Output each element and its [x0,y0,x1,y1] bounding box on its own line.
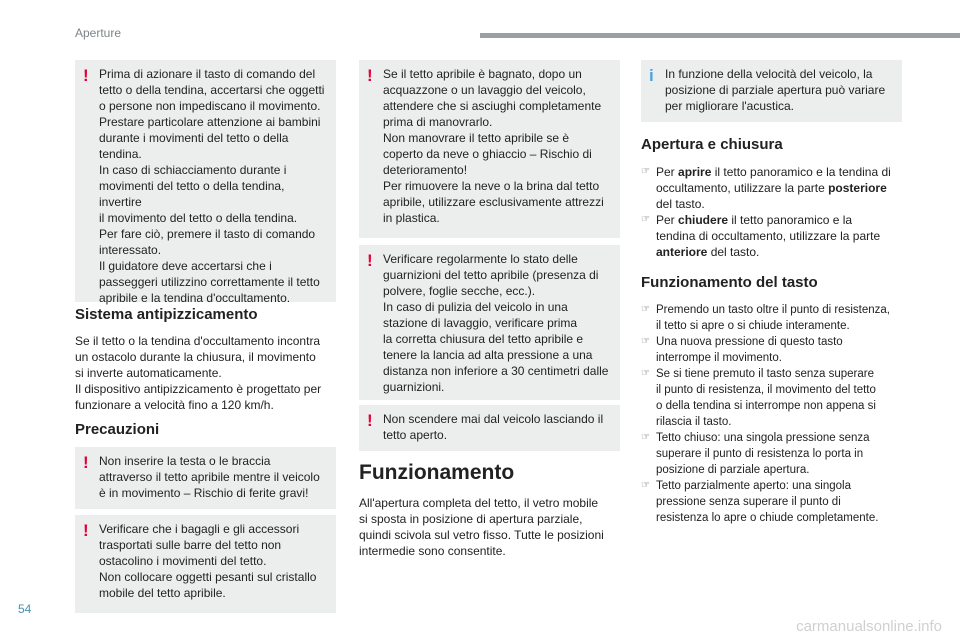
warning-icon: ! [83,453,89,472]
list-item: ☞ Tetto chiuso: una singola pressione senza superare il punto di resistenza lo porta in posizione di parziale apertura. [641,432,870,476]
warning-text: Prima di azionare il tasto di comando del tetto o della tendina, accertarsi che oggetti o persone non impediscano il movimento. Prestare particolare attenzione ai bambini durante i movimenti del tetto o della tendina. In caso di schiacciamento durante i movimenti del tetto o della tendina, invertire il movimento del tetto o della tendina. Per fare ciò, premere il tasto di comando interessato. Il guidatore deve accertarsi che i passeggeri utilizzino correttamente il tetto apribile e la tendina d'occultamento. [99,67,325,305]
warning-text: Verificare regolarmente lo stato delle guarnizioni del tetto apribile (presenza di polvere, foglie secche, ecc.). In caso di pulizia del veicolo in una stazione di lavaggio, verificare prima la corretta chiusura del tetto apribile e tenere la lancia ad alta pressione a una distanza non inferiore a 30 centimetri dalle guarnizioni. [383,252,609,394]
info-icon: i [649,66,654,85]
pointing-hand-icon: ☞ [641,304,650,315]
warning-box [75,60,336,305]
warning-box [359,405,620,451]
header-bar [480,33,960,38]
heading-antipizzicamento: Sistema antipizzicamento [75,306,258,323]
warning-text: Verificare che i bagagli e gli accessori trasportati sulle barre del tetto non ostacolino i movimenti del tetto. Non collocare oggetti pesanti sul cristallo mobile del tetto apribile. [99,522,317,600]
list-item: ☞ Premendo un tasto oltre il punto di resistenza, il tetto si apre o si chiude interamente. [641,304,890,332]
warning-icon: ! [83,521,89,540]
warning-box [75,447,336,509]
list-item: ☞ Una nuova pressione di questo tasto interrompe il movimento. [641,336,843,364]
pointing-hand-icon: ☞ [641,432,650,443]
warning-icon: ! [367,411,373,430]
list-item: ☞ Se si tiene premuto il tasto senza superare il punto di resistenza, il movimento del tetto o della tendina si interrompe non appena si rilascia il tasto. [641,368,876,428]
pointing-hand-icon: ☞ [641,336,650,347]
warning-box [359,60,620,238]
heading-apertura-chiusura: Apertura e chiusura [641,136,783,153]
warning-icon: ! [83,66,89,85]
list-apertura [641,164,906,260]
pointing-hand-icon: ☞ [641,166,650,177]
pointing-hand-icon: ☞ [641,214,650,225]
heading-funzionamento-tasto: Funzionamento del tasto [641,274,818,291]
warning-icon: ! [367,251,373,270]
heading-funzionamento: Funzionamento [359,461,515,484]
watermark: carmanualsonline.info [796,618,942,635]
paragraph: All'apertura completa del tetto, il vetro mobile si sposta in posizione di apertura parziale, quindi scivola sul vetro fisso. Tutte le posizioni intermedie sono consentite. [359,496,604,558]
warning-box [75,515,336,613]
info-text: In funzione della velocità del veicolo, la posizione di parziale apertura può variare per migliorare l'acustica. [665,67,886,113]
pointing-hand-icon: ☞ [641,480,650,491]
list-item: ☞ Per aprire il tetto panoramico e la tendina di occultamento, utilizzare la parte posteriore del tasto. [641,165,891,211]
warning-text: Non scendere mai dal veicolo lasciando il tetto aperto. [383,412,604,442]
warning-text: Se il tetto apribile è bagnato, dopo un acquazzone o un lavaggio del veicolo, attendere che si asciughi completamente prima di manovrarlo. Non manovrare il tetto apribile se è coperto da neve o ghiaccio – Rischio di deterioramento! Per rimuovere la neve o la brina dal tetto apribile, utilizzare esclusivamente attrezzi in plastica. [383,67,604,225]
section-header: Aperture [75,26,122,40]
heading-precauzioni: Precauzioni [75,421,160,438]
page-number: 54 [18,602,32,616]
pointing-hand-icon: ☞ [641,368,650,379]
warning-box [359,245,620,400]
list-item: ☞ Tetto parzialmente aperto: una singola pressione senza superare il punto di resistenza lo apre o chiude completamente. [641,480,879,524]
paragraph: Se il tetto o la tendina d'occultamento incontra un ostacolo durante la chiusura, il movimento si inverte automaticamente. Il dispositivo antipizzicamento è progettato per funzionare a velocità fino a 120 km/h. [75,334,322,412]
warning-text: Non inserire la testa o le braccia attraverso il tetto apribile mentre il veicolo è in movimento – Rischio di ferite gravi! [99,454,320,500]
warning-icon: ! [367,66,373,85]
list-item: ☞ Per chiudere il tetto panoramico e la tendina di occultamento, utilizzare la parte anteriore del tasto. [641,213,881,259]
info-box [641,60,902,122]
list-tasto [641,302,911,526]
